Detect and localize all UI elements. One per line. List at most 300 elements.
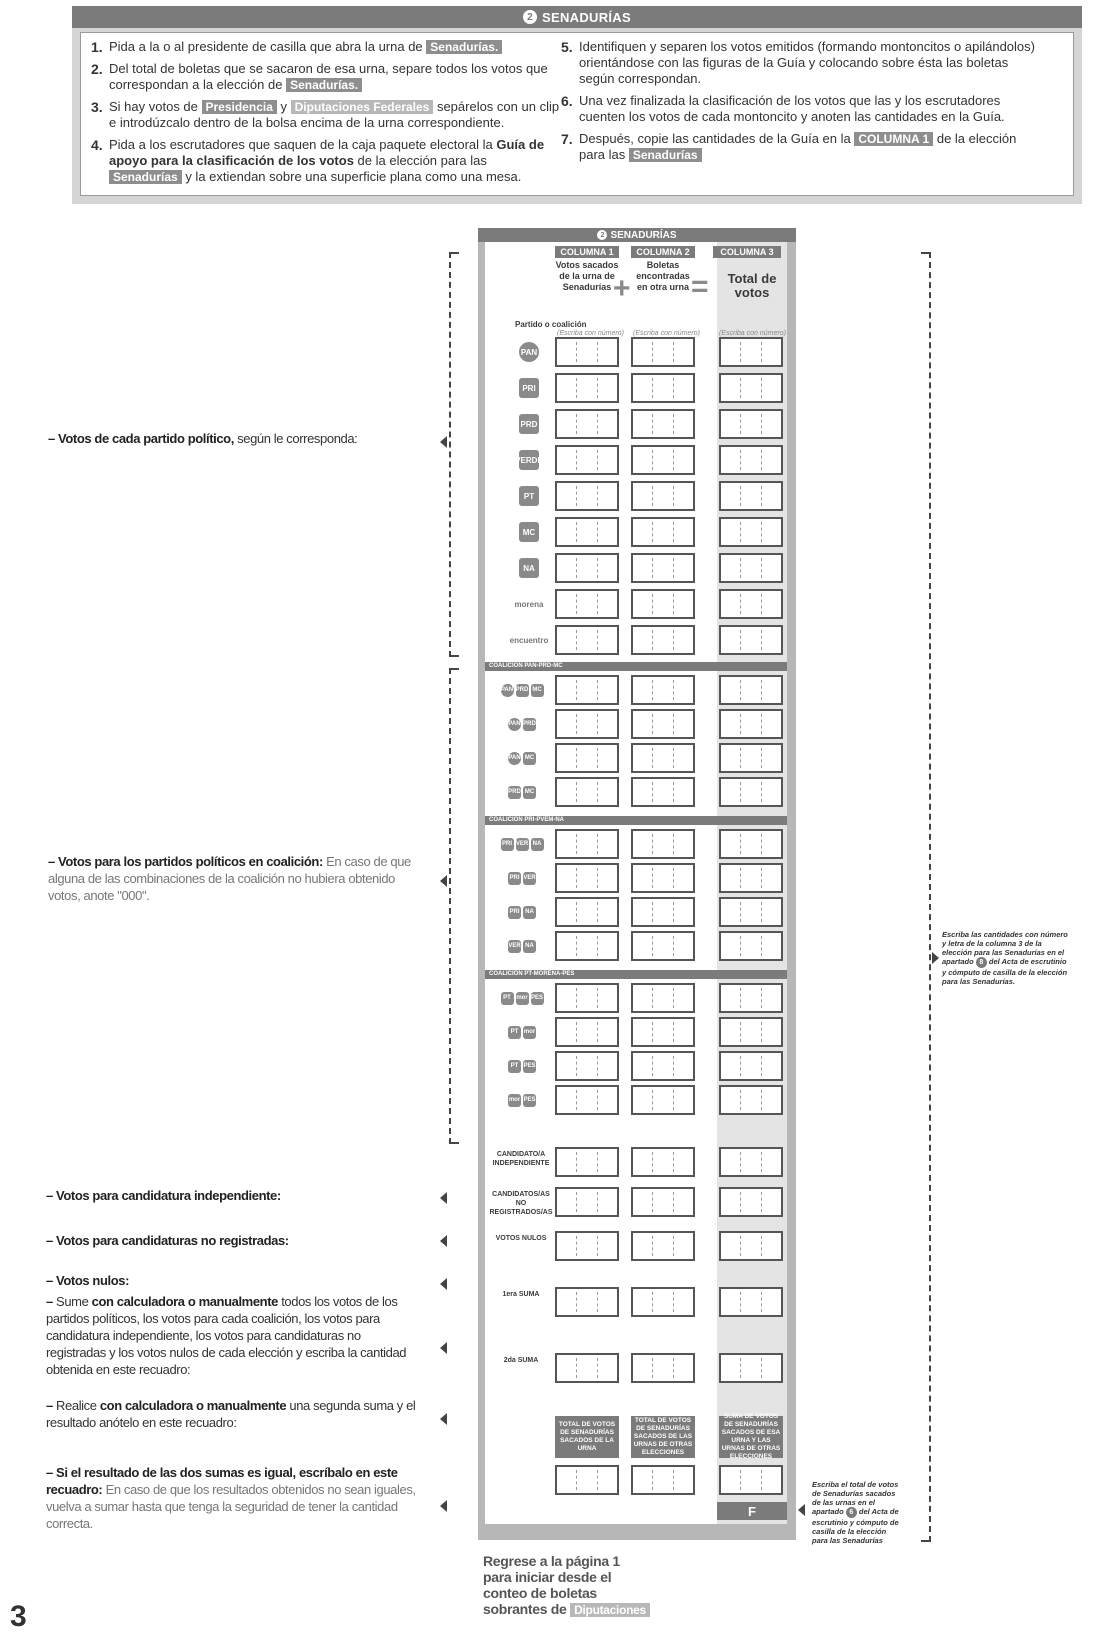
digit-cell[interactable] xyxy=(674,594,693,614)
digit-cell[interactable] xyxy=(762,902,781,922)
digit-cell[interactable] xyxy=(598,1056,617,1076)
vote-entry-box-column-2[interactable] xyxy=(631,445,695,475)
vote-entry-box-column-1[interactable] xyxy=(555,897,619,927)
digit-cell[interactable] xyxy=(557,594,577,614)
vote-entry-box-column-1[interactable] xyxy=(555,777,619,807)
digit-cell[interactable] xyxy=(557,714,577,734)
vote-entry-box-column-1[interactable] xyxy=(555,1147,619,1177)
vote-entry-box-column-1[interactable] xyxy=(555,1051,619,1081)
digit-cell[interactable] xyxy=(741,1236,761,1256)
vote-entry-box-column-2[interactable] xyxy=(631,1287,695,1317)
vote-entry-box-column-1[interactable] xyxy=(555,931,619,961)
digit-cell[interactable] xyxy=(577,748,597,768)
digit-cell[interactable] xyxy=(633,1236,653,1256)
digit-cell[interactable] xyxy=(633,486,653,506)
digit-cell[interactable] xyxy=(577,630,597,650)
digit-cell[interactable] xyxy=(674,342,693,362)
digit-cell[interactable] xyxy=(762,868,781,888)
digit-cell[interactable] xyxy=(653,450,673,470)
vote-entry-box-column-1[interactable] xyxy=(555,373,619,403)
digit-cell[interactable] xyxy=(762,680,781,700)
vote-entry-box-column-2[interactable] xyxy=(631,1085,695,1115)
digit-cell[interactable] xyxy=(721,450,741,470)
vote-entry-box-column-2[interactable] xyxy=(631,931,695,961)
digit-cell[interactable] xyxy=(557,680,577,700)
vote-entry-box-column-3[interactable] xyxy=(719,829,783,859)
digit-cell[interactable] xyxy=(577,414,597,434)
digit-cell[interactable] xyxy=(741,680,761,700)
digit-cell[interactable] xyxy=(598,714,617,734)
digit-cell[interactable] xyxy=(633,450,653,470)
digit-cell[interactable] xyxy=(577,902,597,922)
digit-cell[interactable] xyxy=(633,1152,653,1172)
digit-cell[interactable] xyxy=(762,1470,781,1490)
digit-cell[interactable] xyxy=(557,1236,577,1256)
digit-cell[interactable] xyxy=(674,834,693,854)
vote-entry-box-column-1[interactable] xyxy=(555,1287,619,1317)
digit-cell[interactable] xyxy=(577,450,597,470)
digit-cell[interactable] xyxy=(721,594,741,614)
digit-cell[interactable] xyxy=(721,748,741,768)
digit-cell[interactable] xyxy=(762,782,781,802)
digit-cell[interactable] xyxy=(557,522,577,542)
vote-entry-box-column-3[interactable] xyxy=(719,743,783,773)
vote-entry-box-column-1[interactable] xyxy=(555,337,619,367)
vote-entry-box-column-3[interactable] xyxy=(719,1147,783,1177)
digit-cell[interactable] xyxy=(598,486,617,506)
digit-cell[interactable] xyxy=(577,834,597,854)
digit-cell[interactable] xyxy=(741,594,761,614)
digit-cell[interactable] xyxy=(741,378,761,398)
digit-cell[interactable] xyxy=(653,414,673,434)
vote-entry-box-column-2[interactable] xyxy=(631,1187,695,1217)
digit-cell[interactable] xyxy=(653,378,673,398)
vote-entry-box-column-3[interactable] xyxy=(719,373,783,403)
vote-entry-box-column-2[interactable] xyxy=(631,409,695,439)
digit-cell[interactable] xyxy=(598,558,617,578)
digit-cell[interactable] xyxy=(633,558,653,578)
digit-cell[interactable] xyxy=(674,748,693,768)
vote-entry-box-column-1[interactable] xyxy=(555,481,619,511)
vote-entry-box-column-1[interactable] xyxy=(555,743,619,773)
digit-cell[interactable] xyxy=(557,988,577,1008)
digit-cell[interactable] xyxy=(633,782,653,802)
vote-entry-box-column-3[interactable] xyxy=(719,517,783,547)
vote-entry-box-column-2[interactable] xyxy=(631,337,695,367)
vote-entry-box-column-2[interactable] xyxy=(631,625,695,655)
digit-cell[interactable] xyxy=(577,378,597,398)
digit-cell[interactable] xyxy=(557,1358,577,1378)
vote-entry-box-column-1[interactable] xyxy=(555,1017,619,1047)
vote-entry-box-column-2[interactable] xyxy=(631,1147,695,1177)
digit-cell[interactable] xyxy=(653,558,673,578)
digit-cell[interactable] xyxy=(721,378,741,398)
digit-cell[interactable] xyxy=(653,868,673,888)
digit-cell[interactable] xyxy=(557,1470,577,1490)
digit-cell[interactable] xyxy=(577,868,597,888)
digit-cell[interactable] xyxy=(598,378,617,398)
digit-cell[interactable] xyxy=(762,378,781,398)
digit-cell[interactable] xyxy=(721,1292,741,1312)
digit-cell[interactable] xyxy=(762,630,781,650)
vote-entry-box-column-3[interactable] xyxy=(719,1231,783,1261)
digit-cell[interactable] xyxy=(721,522,741,542)
digit-cell[interactable] xyxy=(762,988,781,1008)
digit-cell[interactable] xyxy=(721,342,741,362)
digit-cell[interactable] xyxy=(741,902,761,922)
digit-cell[interactable] xyxy=(577,1022,597,1042)
digit-cell[interactable] xyxy=(653,486,673,506)
vote-entry-box-column-1[interactable] xyxy=(555,709,619,739)
digit-cell[interactable] xyxy=(741,558,761,578)
digit-cell[interactable] xyxy=(762,522,781,542)
vote-entry-box-column-3[interactable] xyxy=(719,709,783,739)
vote-entry-box-column-2[interactable] xyxy=(631,517,695,547)
digit-cell[interactable] xyxy=(721,902,741,922)
digit-cell[interactable] xyxy=(577,936,597,956)
vote-entry-box-column-1[interactable] xyxy=(555,1085,619,1115)
digit-cell[interactable] xyxy=(741,1152,761,1172)
vote-entry-box-column-2[interactable] xyxy=(631,675,695,705)
digit-cell[interactable] xyxy=(721,558,741,578)
digit-cell[interactable] xyxy=(633,748,653,768)
digit-cell[interactable] xyxy=(577,1236,597,1256)
digit-cell[interactable] xyxy=(653,1292,673,1312)
digit-cell[interactable] xyxy=(653,1236,673,1256)
digit-cell[interactable] xyxy=(598,1152,617,1172)
digit-cell[interactable] xyxy=(557,1056,577,1076)
digit-cell[interactable] xyxy=(577,1090,597,1110)
digit-cell[interactable] xyxy=(741,1292,761,1312)
digit-cell[interactable] xyxy=(721,486,741,506)
vote-entry-box-column-3[interactable] xyxy=(719,589,783,619)
digit-cell[interactable] xyxy=(557,782,577,802)
vote-entry-box-column-3[interactable] xyxy=(719,445,783,475)
digit-cell[interactable] xyxy=(557,936,577,956)
digit-cell[interactable] xyxy=(633,868,653,888)
digit-cell[interactable] xyxy=(577,486,597,506)
digit-cell[interactable] xyxy=(653,834,673,854)
digit-cell[interactable] xyxy=(674,414,693,434)
digit-cell[interactable] xyxy=(653,714,673,734)
vote-entry-box-column-1[interactable] xyxy=(555,675,619,705)
digit-cell[interactable] xyxy=(741,522,761,542)
digit-cell[interactable] xyxy=(633,714,653,734)
digit-cell[interactable] xyxy=(653,748,673,768)
vote-entry-box-column-1[interactable] xyxy=(555,1353,619,1383)
digit-cell[interactable] xyxy=(674,1470,693,1490)
digit-cell[interactable] xyxy=(721,680,741,700)
digit-cell[interactable] xyxy=(557,1090,577,1110)
digit-cell[interactable] xyxy=(721,714,741,734)
digit-cell[interactable] xyxy=(721,1192,741,1212)
digit-cell[interactable] xyxy=(598,1470,617,1490)
vote-entry-box-column-2[interactable] xyxy=(631,897,695,927)
digit-cell[interactable] xyxy=(653,1022,673,1042)
digit-cell[interactable] xyxy=(633,522,653,542)
digit-cell[interactable] xyxy=(598,522,617,542)
digit-cell[interactable] xyxy=(721,936,741,956)
vote-entry-box-column-1[interactable] xyxy=(555,829,619,859)
digit-cell[interactable] xyxy=(577,680,597,700)
digit-cell[interactable] xyxy=(741,1022,761,1042)
digit-cell[interactable] xyxy=(653,1056,673,1076)
digit-cell[interactable] xyxy=(762,558,781,578)
vote-entry-box-column-1[interactable] xyxy=(555,445,619,475)
vote-entry-box-column-3[interactable] xyxy=(719,777,783,807)
digit-cell[interactable] xyxy=(721,868,741,888)
vote-entry-box-column-3[interactable] xyxy=(719,897,783,927)
digit-cell[interactable] xyxy=(577,1292,597,1312)
vote-entry-box-column-2[interactable] xyxy=(631,1231,695,1261)
vote-entry-box-column-3[interactable] xyxy=(719,409,783,439)
digit-cell[interactable] xyxy=(653,1470,673,1490)
digit-cell[interactable] xyxy=(557,1192,577,1212)
vote-entry-box-column-2[interactable] xyxy=(631,373,695,403)
digit-cell[interactable] xyxy=(721,1022,741,1042)
vote-entry-box-column-3[interactable] xyxy=(719,1187,783,1217)
digit-cell[interactable] xyxy=(577,594,597,614)
digit-cell[interactable] xyxy=(741,450,761,470)
digit-cell[interactable] xyxy=(741,1192,761,1212)
digit-cell[interactable] xyxy=(762,450,781,470)
digit-cell[interactable] xyxy=(762,1358,781,1378)
vote-entry-box-column-3[interactable] xyxy=(719,1287,783,1317)
digit-cell[interactable] xyxy=(577,522,597,542)
vote-entry-box-column-1[interactable] xyxy=(555,863,619,893)
digit-cell[interactable] xyxy=(633,902,653,922)
digit-cell[interactable] xyxy=(598,680,617,700)
digit-cell[interactable] xyxy=(762,834,781,854)
digit-cell[interactable] xyxy=(633,988,653,1008)
digit-cell[interactable] xyxy=(653,1192,673,1212)
digit-cell[interactable] xyxy=(762,1022,781,1042)
digit-cell[interactable] xyxy=(598,748,617,768)
digit-cell[interactable] xyxy=(741,936,761,956)
digit-cell[interactable] xyxy=(762,748,781,768)
digit-cell[interactable] xyxy=(598,1292,617,1312)
digit-cell[interactable] xyxy=(598,988,617,1008)
digit-cell[interactable] xyxy=(598,1358,617,1378)
digit-cell[interactable] xyxy=(598,1090,617,1110)
vote-entry-box-column-3[interactable] xyxy=(719,481,783,511)
digit-cell[interactable] xyxy=(762,486,781,506)
vote-entry-box-column-2[interactable] xyxy=(631,1017,695,1047)
digit-cell[interactable] xyxy=(577,1056,597,1076)
vote-entry-box-column-1[interactable] xyxy=(555,553,619,583)
digit-cell[interactable] xyxy=(741,630,761,650)
digit-cell[interactable] xyxy=(577,714,597,734)
digit-cell[interactable] xyxy=(721,1056,741,1076)
vote-entry-box-column-2[interactable] xyxy=(631,481,695,511)
digit-cell[interactable] xyxy=(741,1056,761,1076)
digit-cell[interactable] xyxy=(598,342,617,362)
digit-cell[interactable] xyxy=(557,1292,577,1312)
vote-entry-box-column-1[interactable] xyxy=(555,983,619,1013)
vote-entry-box-column-1[interactable] xyxy=(555,1465,619,1495)
digit-cell[interactable] xyxy=(577,1152,597,1172)
digit-cell[interactable] xyxy=(633,1292,653,1312)
digit-cell[interactable] xyxy=(762,342,781,362)
digit-cell[interactable] xyxy=(721,782,741,802)
digit-cell[interactable] xyxy=(633,630,653,650)
digit-cell[interactable] xyxy=(557,902,577,922)
digit-cell[interactable] xyxy=(721,1152,741,1172)
digit-cell[interactable] xyxy=(762,1152,781,1172)
digit-cell[interactable] xyxy=(557,558,577,578)
digit-cell[interactable] xyxy=(762,714,781,734)
vote-entry-box-column-2[interactable] xyxy=(631,1465,695,1495)
digit-cell[interactable] xyxy=(598,630,617,650)
digit-cell[interactable] xyxy=(674,378,693,398)
digit-cell[interactable] xyxy=(633,1056,653,1076)
digit-cell[interactable] xyxy=(653,342,673,362)
digit-cell[interactable] xyxy=(762,414,781,434)
digit-cell[interactable] xyxy=(598,834,617,854)
digit-cell[interactable] xyxy=(674,1090,693,1110)
digit-cell[interactable] xyxy=(557,414,577,434)
vote-entry-box-column-1[interactable] xyxy=(555,625,619,655)
digit-cell[interactable] xyxy=(741,782,761,802)
digit-cell[interactable] xyxy=(674,868,693,888)
vote-entry-box-column-2[interactable] xyxy=(631,777,695,807)
digit-cell[interactable] xyxy=(557,378,577,398)
digit-cell[interactable] xyxy=(762,1090,781,1110)
digit-cell[interactable] xyxy=(653,902,673,922)
vote-entry-box-column-3[interactable] xyxy=(719,1085,783,1115)
digit-cell[interactable] xyxy=(674,1192,693,1212)
digit-cell[interactable] xyxy=(633,680,653,700)
vote-entry-box-column-1[interactable] xyxy=(555,1231,619,1261)
digit-cell[interactable] xyxy=(674,714,693,734)
digit-cell[interactable] xyxy=(653,594,673,614)
digit-cell[interactable] xyxy=(674,1152,693,1172)
digit-cell[interactable] xyxy=(674,1056,693,1076)
digit-cell[interactable] xyxy=(653,1358,673,1378)
digit-cell[interactable] xyxy=(633,936,653,956)
digit-cell[interactable] xyxy=(674,558,693,578)
digit-cell[interactable] xyxy=(721,1470,741,1490)
digit-cell[interactable] xyxy=(674,782,693,802)
digit-cell[interactable] xyxy=(762,1236,781,1256)
digit-cell[interactable] xyxy=(598,1022,617,1042)
vote-entry-box-column-3[interactable] xyxy=(719,931,783,961)
digit-cell[interactable] xyxy=(721,834,741,854)
digit-cell[interactable] xyxy=(721,414,741,434)
digit-cell[interactable] xyxy=(557,1152,577,1172)
digit-cell[interactable] xyxy=(633,414,653,434)
digit-cell[interactable] xyxy=(674,450,693,470)
vote-entry-box-column-3[interactable] xyxy=(719,1353,783,1383)
digit-cell[interactable] xyxy=(633,1022,653,1042)
digit-cell[interactable] xyxy=(741,1090,761,1110)
digit-cell[interactable] xyxy=(674,988,693,1008)
digit-cell[interactable] xyxy=(633,1470,653,1490)
vote-entry-box-column-3[interactable] xyxy=(719,553,783,583)
digit-cell[interactable] xyxy=(741,1358,761,1378)
digit-cell[interactable] xyxy=(633,594,653,614)
digit-cell[interactable] xyxy=(653,1090,673,1110)
digit-cell[interactable] xyxy=(598,782,617,802)
digit-cell[interactable] xyxy=(762,1056,781,1076)
vote-entry-box-column-2[interactable] xyxy=(631,983,695,1013)
vote-entry-box-column-2[interactable] xyxy=(631,1051,695,1081)
digit-cell[interactable] xyxy=(674,630,693,650)
vote-entry-box-column-3[interactable] xyxy=(719,983,783,1013)
digit-cell[interactable] xyxy=(653,1152,673,1172)
digit-cell[interactable] xyxy=(557,868,577,888)
digit-cell[interactable] xyxy=(557,1022,577,1042)
vote-entry-box-column-2[interactable] xyxy=(631,829,695,859)
digit-cell[interactable] xyxy=(577,558,597,578)
vote-entry-box-column-3[interactable] xyxy=(719,1465,783,1495)
digit-cell[interactable] xyxy=(674,486,693,506)
vote-entry-box-column-1[interactable] xyxy=(555,1187,619,1217)
digit-cell[interactable] xyxy=(598,902,617,922)
vote-entry-box-column-1[interactable] xyxy=(555,589,619,619)
digit-cell[interactable] xyxy=(633,1192,653,1212)
vote-entry-box-column-1[interactable] xyxy=(555,517,619,547)
vote-entry-box-column-3[interactable] xyxy=(719,1017,783,1047)
digit-cell[interactable] xyxy=(674,1236,693,1256)
digit-cell[interactable] xyxy=(557,342,577,362)
digit-cell[interactable] xyxy=(577,782,597,802)
digit-cell[interactable] xyxy=(653,782,673,802)
digit-cell[interactable] xyxy=(741,748,761,768)
digit-cell[interactable] xyxy=(674,1358,693,1378)
vote-entry-box-column-3[interactable] xyxy=(719,675,783,705)
digit-cell[interactable] xyxy=(741,988,761,1008)
digit-cell[interactable] xyxy=(721,630,741,650)
digit-cell[interactable] xyxy=(577,988,597,1008)
digit-cell[interactable] xyxy=(674,936,693,956)
digit-cell[interactable] xyxy=(674,522,693,542)
vote-entry-box-column-3[interactable] xyxy=(719,863,783,893)
digit-cell[interactable] xyxy=(598,1236,617,1256)
digit-cell[interactable] xyxy=(741,834,761,854)
digit-cell[interactable] xyxy=(674,680,693,700)
digit-cell[interactable] xyxy=(741,414,761,434)
digit-cell[interactable] xyxy=(577,1470,597,1490)
digit-cell[interactable] xyxy=(721,1358,741,1378)
digit-cell[interactable] xyxy=(598,450,617,470)
vote-entry-box-column-2[interactable] xyxy=(631,709,695,739)
digit-cell[interactable] xyxy=(598,868,617,888)
digit-cell[interactable] xyxy=(653,936,673,956)
digit-cell[interactable] xyxy=(557,450,577,470)
digit-cell[interactable] xyxy=(577,1358,597,1378)
digit-cell[interactable] xyxy=(674,902,693,922)
digit-cell[interactable] xyxy=(762,1292,781,1312)
digit-cell[interactable] xyxy=(557,834,577,854)
digit-cell[interactable] xyxy=(633,1358,653,1378)
digit-cell[interactable] xyxy=(598,936,617,956)
digit-cell[interactable] xyxy=(741,868,761,888)
digit-cell[interactable] xyxy=(633,342,653,362)
digit-cell[interactable] xyxy=(762,594,781,614)
vote-entry-box-column-3[interactable] xyxy=(719,337,783,367)
digit-cell[interactable] xyxy=(674,1292,693,1312)
vote-entry-box-column-2[interactable] xyxy=(631,589,695,619)
vote-entry-box-column-2[interactable] xyxy=(631,1353,695,1383)
digit-cell[interactable] xyxy=(653,988,673,1008)
digit-cell[interactable] xyxy=(653,680,673,700)
digit-cell[interactable] xyxy=(741,486,761,506)
vote-entry-box-column-3[interactable] xyxy=(719,625,783,655)
digit-cell[interactable] xyxy=(577,1192,597,1212)
digit-cell[interactable] xyxy=(557,630,577,650)
digit-cell[interactable] xyxy=(741,342,761,362)
